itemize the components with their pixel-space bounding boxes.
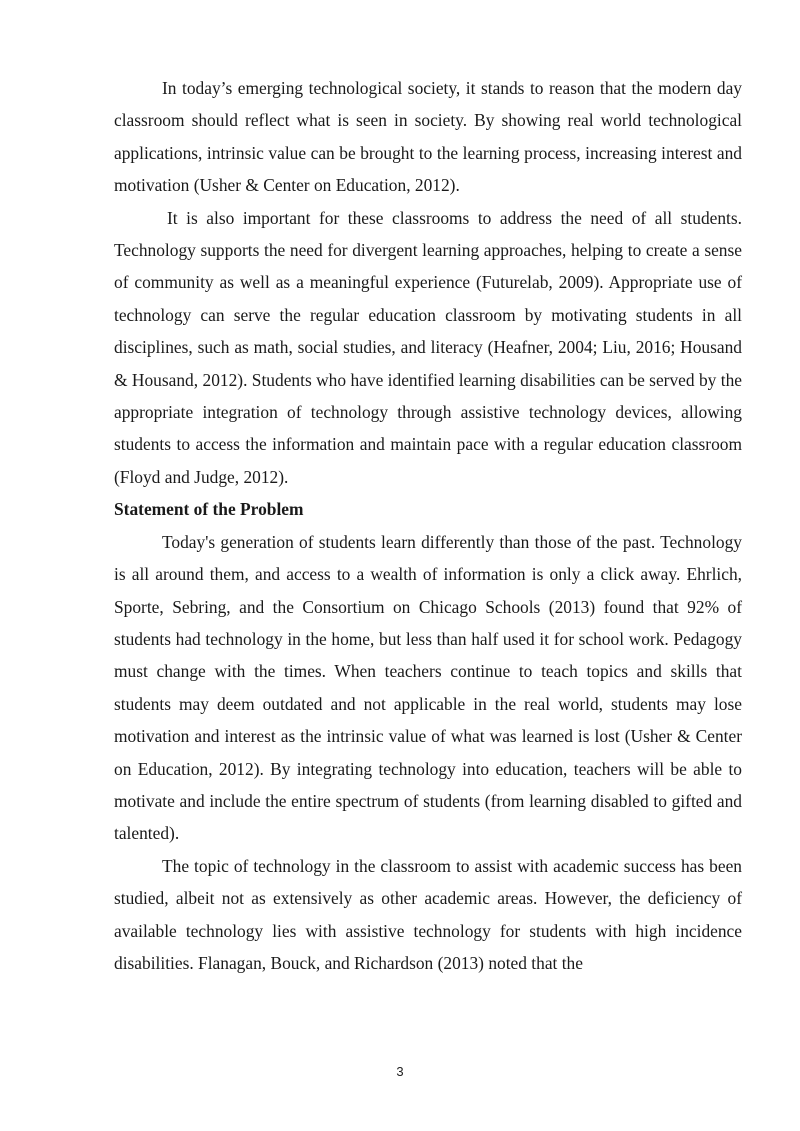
- document-body: [114, 72, 742, 979]
- intro-paragraph: In today’s emerging technological society, it stands to reason that the modern day classroom should reflect what is seen in society. By showing real world technological applications, intrinsic value can be brought to the learning process, increasing interest and motivation (Usher & Center on Education, 2012).: [114, 78, 742, 196]
- technology-topic-paragraph: The topic of technology in the classroom to assist with academic success has been studied, albeit not as extensively as other academic areas. However, the deficiency of available technology lies with assistive technology for students with high incidence disabilities. Flanagan, Bouck, and Richardson (2013) noted that the: [114, 855, 742, 973]
- students-needs-paragraph: It is also important for these classrooms to address the need of all students. Technology supports the need for divergent learning approaches, helping to create a sense of community as well as a meaningful experience (Futurelab, 2009). Appropriate use of technology can serve the regular education classroom by motivating students in all disciplines, such as math, social studies, and literacy (Heafner, 2004; Liu, 2016; Housand & Housand, 2012). Students who have identified learning disabilities can be served by the appropriate integration of technology through assistive technology devices, allowing students to access the information and maintain pace with a regular education classroom (Floyd and Judge, 2012).: [114, 207, 742, 487]
- page-number: 3: [396, 1064, 404, 1079]
- section-heading: Statement of the Problem: [114, 499, 304, 520]
- problem-paragraph: Today's generation of students learn differently than those of the past. Technology is all around them, and access to a wealth of information is only a click away. Ehrlich, Sporte, Sebring, and the Consortium on Chicago Schools (2013) found that 92% of students had technology in the home, but less than half used it for school work. Pedagogy must change with the times. When teachers continue to teach topics and skills that students may deem outdated and not applicable in the real world, students may lose motivation and interest as the intrinsic value of what was learned is lost (Usher & Center on Education, 2012). By integrating technology into education, teachers will be able to motivate and include the entire spectrum of students (from learning disabled to gifted and talented).: [114, 531, 742, 844]
